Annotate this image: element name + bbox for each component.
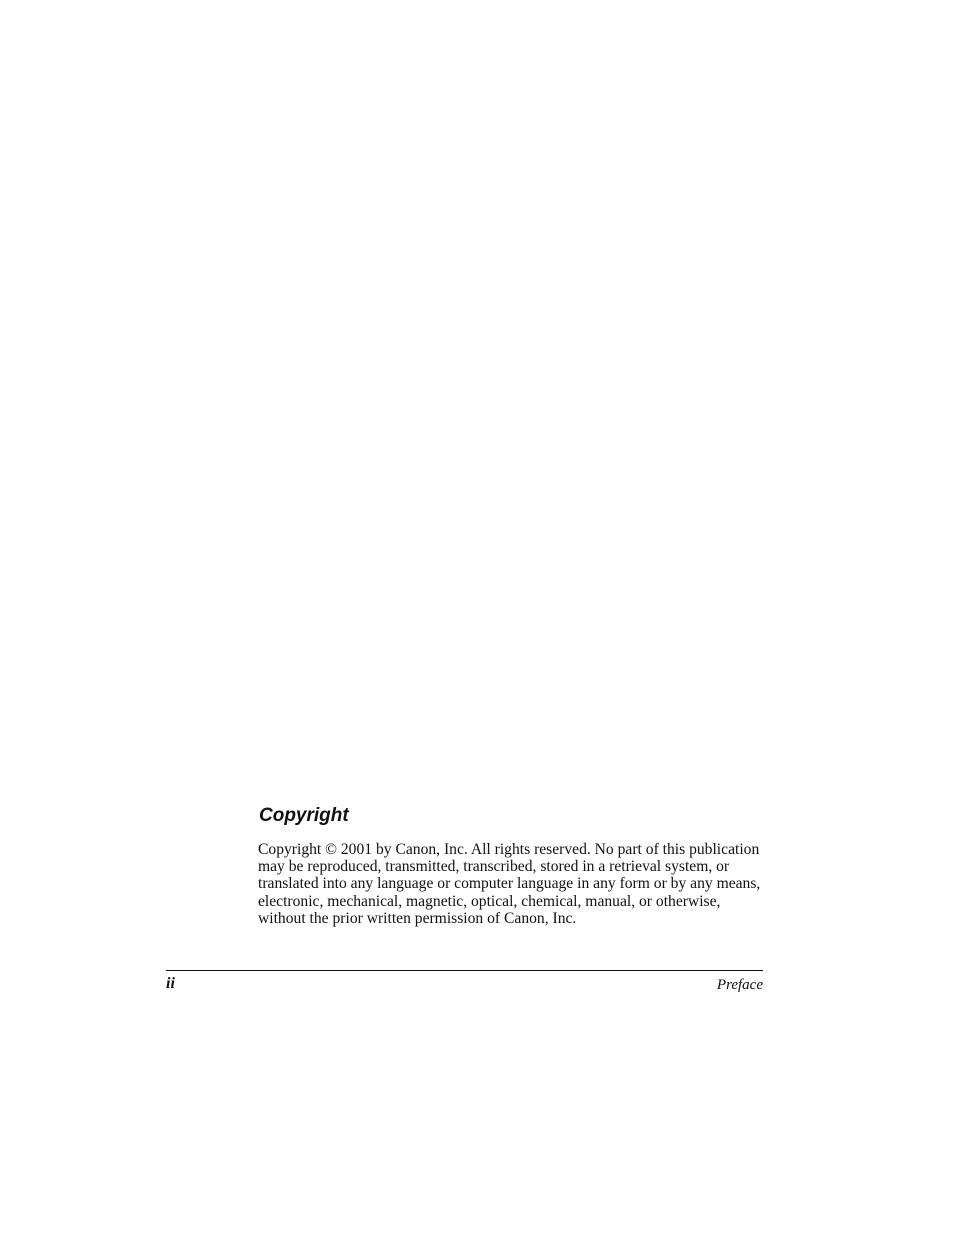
copyright-heading: Copyright [259,805,349,826]
footer-divider [166,970,763,971]
page-number: ii [166,975,175,992]
copyright-paragraph: Copyright © 2001 by Canon, Inc. All rights reserved. No part of this publication may be reproduced, transmitted, transcribed, stored in a retrieval system, or translated into any language or computer language in any form or by any means, electronic, mechanical, magnetic, optical, chemical, manual, or otherwise, without the prior written permission of Canon, Inc. [258,841,761,927]
running-footer-title: Preface [716,977,763,993]
